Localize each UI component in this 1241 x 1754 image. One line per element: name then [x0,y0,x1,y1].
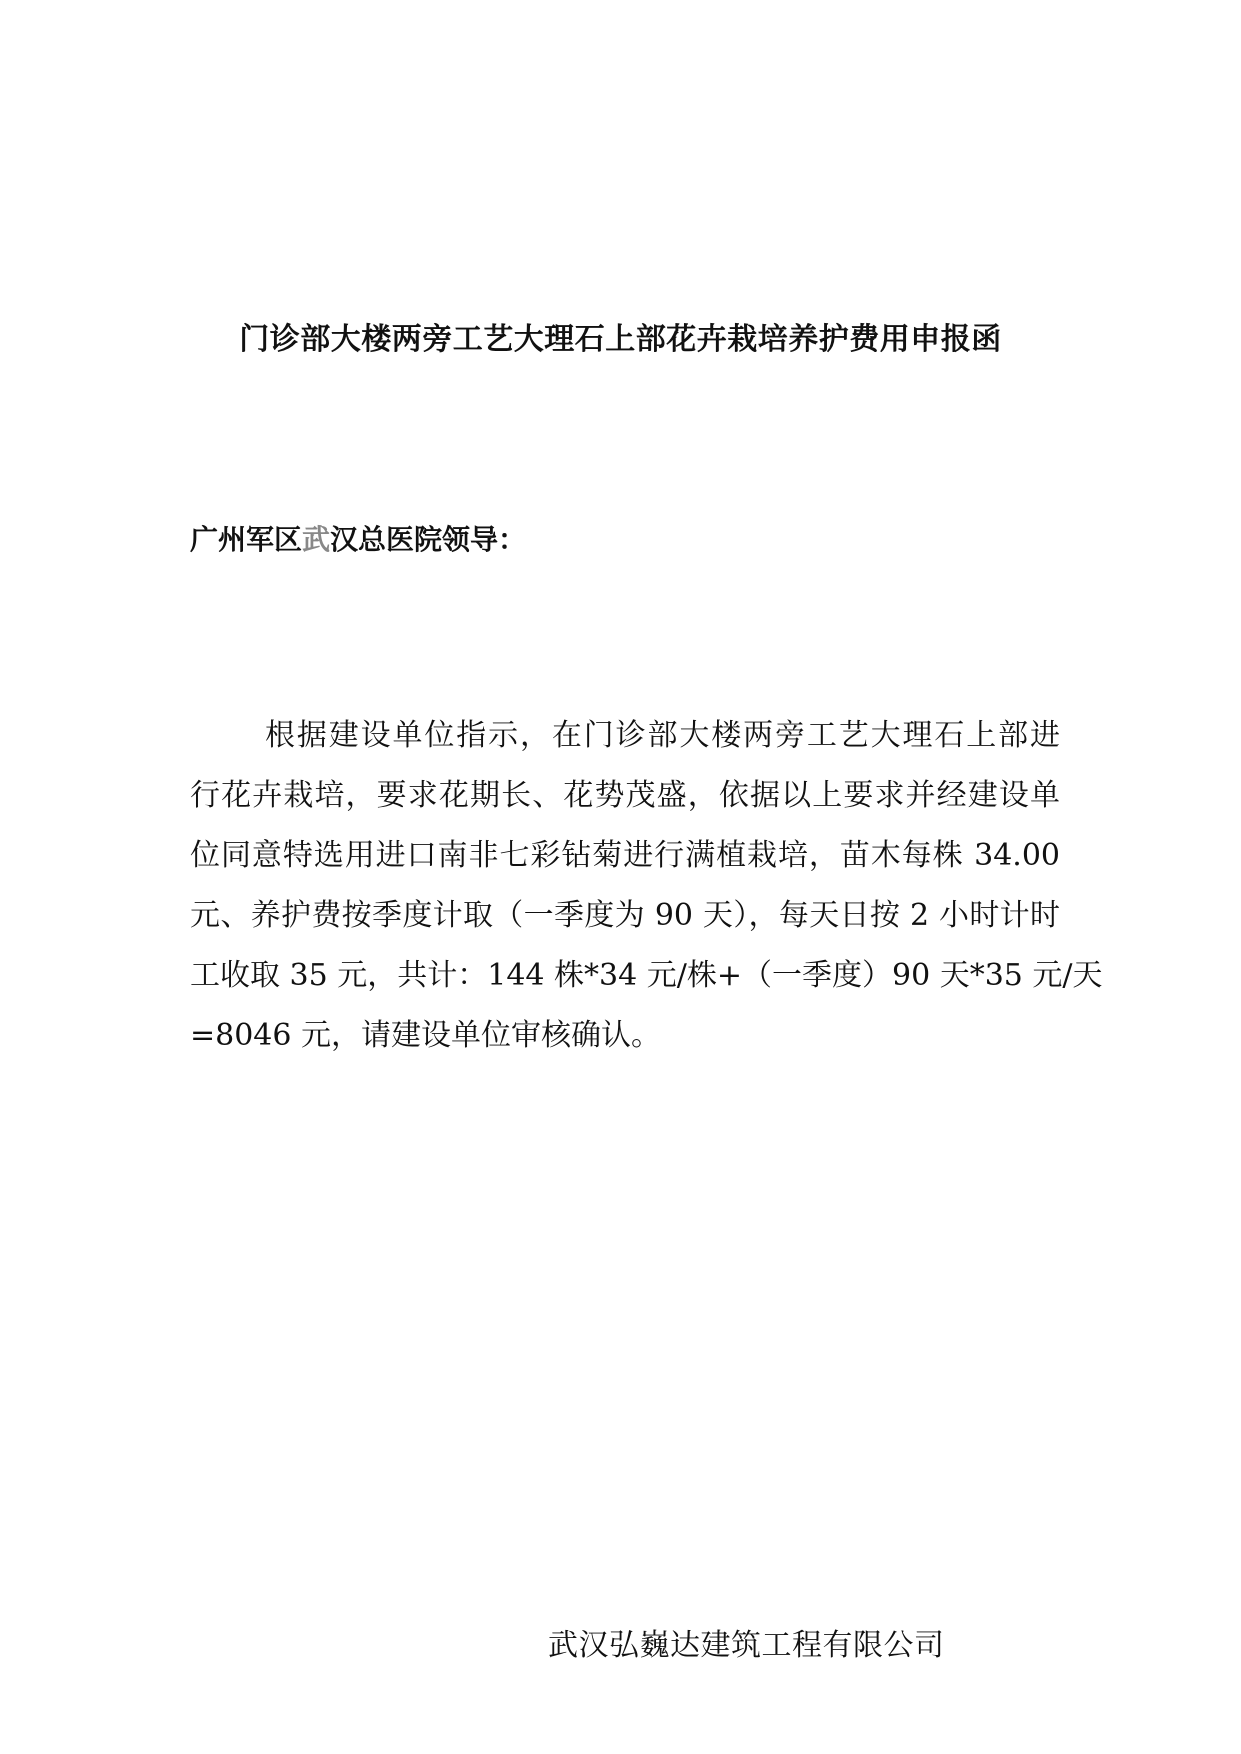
body-line: 工收取 35 元，共计：144 株*34 元/株+（一季度）90 天*35 元/天 [190,958,1103,993]
salutation-part-1: 广州军区 [190,523,303,556]
signature-company: 武汉弘巍达建筑工程有限公司 [548,1628,945,1663]
document-title: 门诊部大楼两旁工艺大理石上部花卉栽培养护费用申报函 [239,322,1002,357]
salutation [190,518,526,558]
body-line: 根据建设单位指示，在门诊部大楼两旁工艺大理石上部进 [265,718,1060,753]
body-paragraph [190,706,1103,1066]
body-line: 元、养护费按季度计取（一季度为 90 天），每天日按 2 小时计时 [190,898,1060,933]
body-line: =8046 元，请建设单位审核确认。 [190,1018,662,1053]
salutation-part-2: 武 [302,523,331,556]
body-line: 位同意特选用进口南非七彩钻菊进行满植栽培，苗木每株 34.00 [190,838,1060,873]
body-line: 行花卉栽培，要求花期长、花势茂盛，依据以上要求并经建设单 [190,778,1060,813]
salutation-part-3: 汉总医院领导： [330,523,527,556]
